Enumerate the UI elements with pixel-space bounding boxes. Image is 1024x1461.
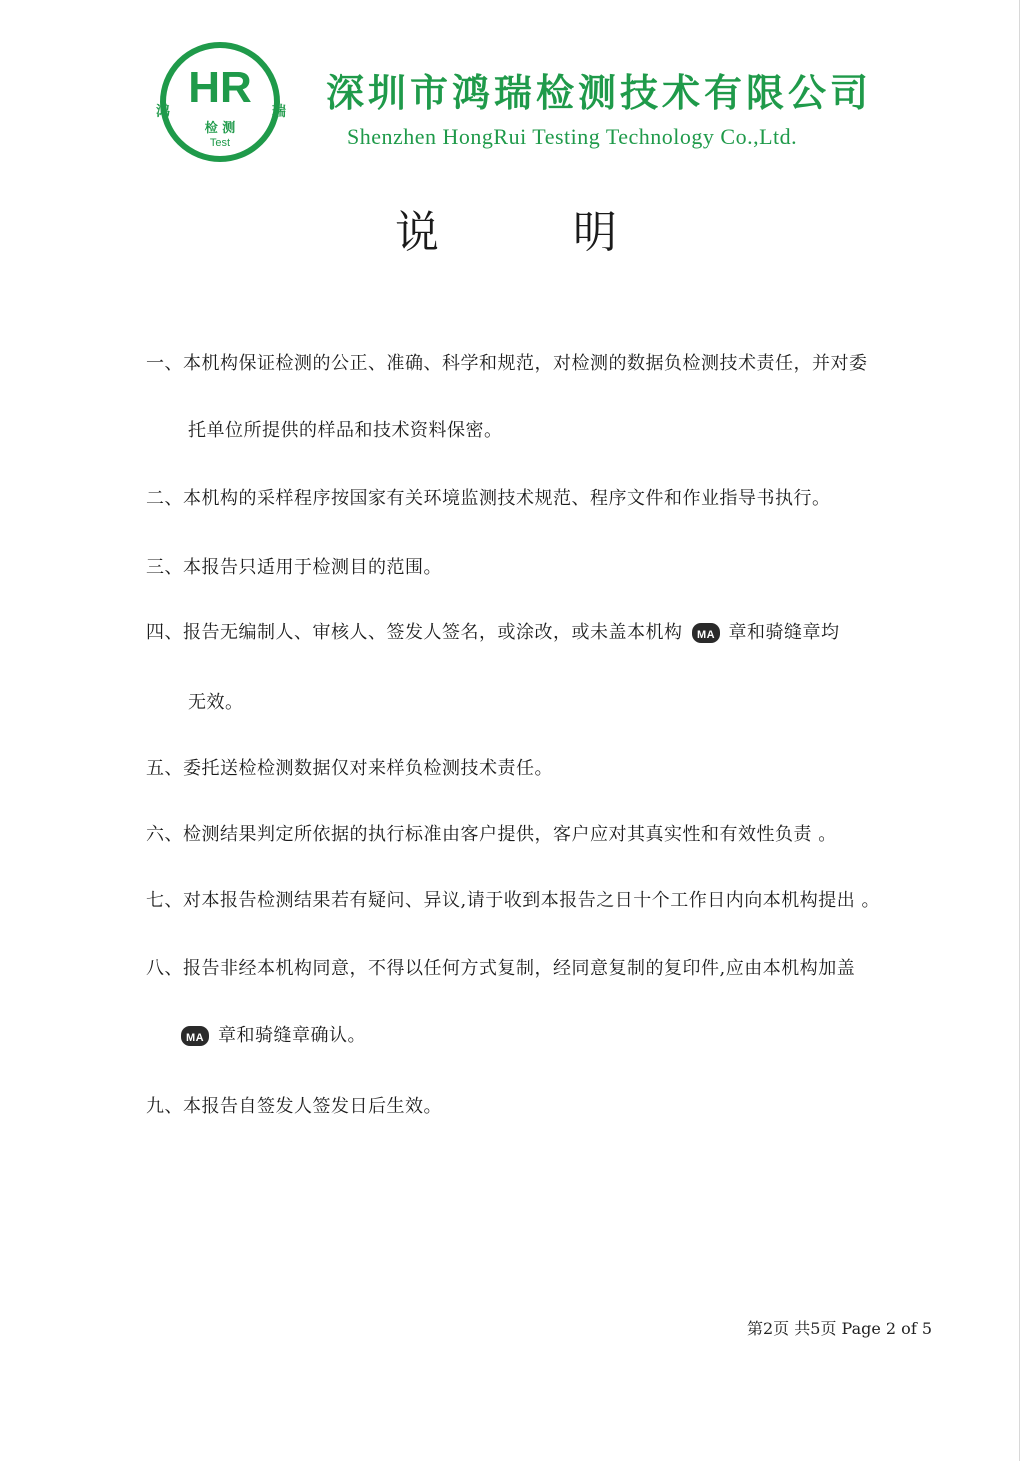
cma-mark-icon bbox=[691, 622, 721, 644]
page-number: 第2页 共5页 Page 2 of 5 bbox=[747, 1319, 933, 1338]
clause-4 bbox=[146, 622, 840, 644]
clause-1: 一、本机构保证检测的公正、准确、科学和规范，对检测的数据负检测技术责任，并对委 bbox=[146, 353, 868, 374]
clause-9: 九、本报告自签发人签发日后生效。 bbox=[146, 1096, 442, 1117]
page-title: 说 明 bbox=[395, 207, 677, 258]
clause-8-text-after: 章和骑缝章确认。 bbox=[218, 1025, 366, 1046]
clause-8-continued bbox=[180, 1025, 366, 1047]
cma-mark-icon bbox=[180, 1025, 210, 1047]
svg-text:MA: MA bbox=[696, 629, 715, 641]
clause-2: 二、本机构的采样程序按国家有关环境监测技术规范、程序文件和作业指导书执行。 bbox=[146, 488, 831, 509]
svg-text:HR: HR bbox=[188, 63, 252, 112]
company-name-cn: 深圳市鸿瑞检测技术有限公司 bbox=[326, 71, 873, 115]
clause-4-text-before: 四、报告无编制人、审核人、签发人签名，或涂改，或未盖本机构 bbox=[146, 622, 683, 643]
svg-text:Test: Test bbox=[209, 137, 231, 149]
svg-text:瑞: 瑞 bbox=[272, 104, 286, 120]
scan-edge-line bbox=[1019, 0, 1020, 1461]
clause-5: 五、委托送检检测数据仅对来样负检测技术责任。 bbox=[146, 758, 553, 779]
clause-6: 六、检测结果判定所依据的执行标准由客户提供，客户应对其真实性和有效性负责 。 bbox=[146, 824, 837, 845]
svg-text:鸿: 鸿 bbox=[156, 104, 170, 120]
svg-text:检 测: 检 测 bbox=[204, 121, 236, 136]
clause-4-continued: 无效。 bbox=[188, 692, 244, 713]
hongrui-logo bbox=[148, 40, 293, 165]
clause-7: 七、对本报告检测结果若有疑问、异议,请于收到本报告之日十个工作日内向本机构提出 。 bbox=[146, 890, 880, 911]
clause-3: 三、本报告只适用于检测目的范围。 bbox=[146, 557, 442, 578]
svg-text:MA: MA bbox=[185, 1032, 205, 1044]
clause-4-text-after: 章和骑缝章均 bbox=[728, 622, 840, 643]
clause-1-continued: 托单位所提供的样品和技术资料保密。 bbox=[188, 420, 503, 441]
company-name-en: Shenzhen HongRui Testing Technology Co.,Ltd. bbox=[347, 124, 798, 149]
clause-8: 八、报告非经本机构同意，不得以任何方式复制，经同意复制的复印件,应由本机构加盖 bbox=[146, 958, 856, 979]
